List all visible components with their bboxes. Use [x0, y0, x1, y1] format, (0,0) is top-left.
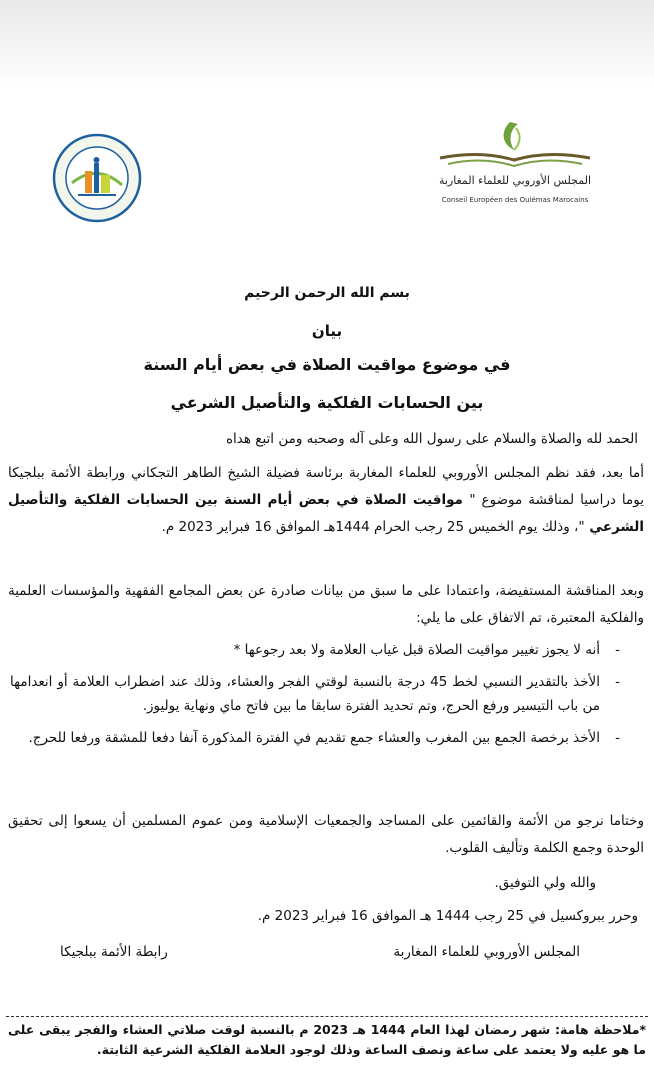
council-name-fr: Conseil Européen des Oulémas Marocains: [441, 196, 589, 204]
intro-text-a: أما بعد، فقد نظم المجلس الأوروبي للعلماء المغاربة برئاسة فضيلة الشيخ الطاهر التجكاني ورابطة الأئمة ببلجيكا يوما دراسيا لمناقشة موضوع ": [8, 465, 644, 508]
council-name-ar: المجلس الأوروبي للعلماء المغاربة: [438, 174, 592, 187]
important-note: *ملاحظة هامة: شهر رمضان لهذا العام 1444 هـ 2023 م بالنسبة لوقت صلاتي العشاء والفجر يبقى على ما هو عليه ولا يعتمد على ساعة ونصف الساعة وذلك لوجود العلامة الفلكية الشرعية الثابتة.: [8, 1022, 646, 1057]
date-line: وحرر ببروكسيل في 25 رجب 1444 هـ الموافق 16 فبراير 2023 م.: [257, 908, 638, 924]
intro-topic: مواقيت الصلاة في بعض أيام السنة بين الحسابات الفلكية والتأصيل الشرعي: [8, 492, 644, 535]
intro-text-b: "، وذلك يوم الخميس 25 رجب الحرام 1444هـ الموافق 16 فبراير 2023 م.: [161, 519, 585, 535]
council-logo: [430, 118, 600, 218]
signature-council: المجلس الأوروبي للعلماء المغاربة: [393, 944, 580, 960]
closing-paragraph: وختاما نرجو من الأئمة والقائمين على المساجد والجمعيات الإسلامية ومن عموم المسلمين أن يسعوا إلى تحقيق الوحدة وجمع الكلمة وتأليف القلوب.: [8, 813, 644, 856]
success-line: والله ولي التوفيق.: [494, 875, 596, 891]
topic-title-line2: بين الحسابات الفلكية والتأصيل الشرعي: [170, 393, 484, 412]
opening-line: الحمد لله والصلاة والسلام على رسول الله وعلى آله وصحبه ومن اتبع هداه: [225, 431, 638, 447]
list-item: - أنه لا يجوز تغيير مواقيت الصلاة قبل غياب العلامة ولا بعد رجوعها *: [10, 638, 638, 662]
list-item: - الأخذ برخصة الجمع بين المغرب والعشاء جمع تقديم في الفترة المذكورة آنفا دفعا للمشقة ورفعا للحرج.: [10, 726, 638, 750]
agreement-points: [10, 638, 638, 758]
imams-league-logo: [52, 133, 142, 223]
topic-title-line1: في موضوع مواقيت الصلاة في بعض أيام السنة: [143, 355, 511, 374]
agreement-intro: وبعد المناقشة المستفيضة، واعتمادا على ما سبق من بيانات صادرة عن بعض المجامع الفقهية والمؤسسات العلمية والفلكية المعتبرة، تم الاتفاق على ما يلي:: [8, 583, 644, 626]
intro-paragraph: [8, 460, 644, 541]
open-book-icon: [430, 118, 600, 174]
statement-heading: بيان: [311, 322, 343, 340]
basmala: بسم الله الرحمن الرحيم: [244, 285, 410, 301]
list-item: - الأخذ بالتقدير النسبي لخط 45 درجة بالنسبة لوقتي الفجر والعشاء، وذلك عند اضطراب العلامة أو انعدامها من باب التيسير ورفع الحرج، وتم تحديد الفترة سابقا ما بين فاتح ماي ونهاية يوليوز.: [10, 670, 638, 718]
scan-top-shadow: [0, 0, 654, 84]
note-divider: [6, 1016, 648, 1017]
signature-imams-league: رابطة الأئمة ببلجيكا: [60, 944, 168, 960]
